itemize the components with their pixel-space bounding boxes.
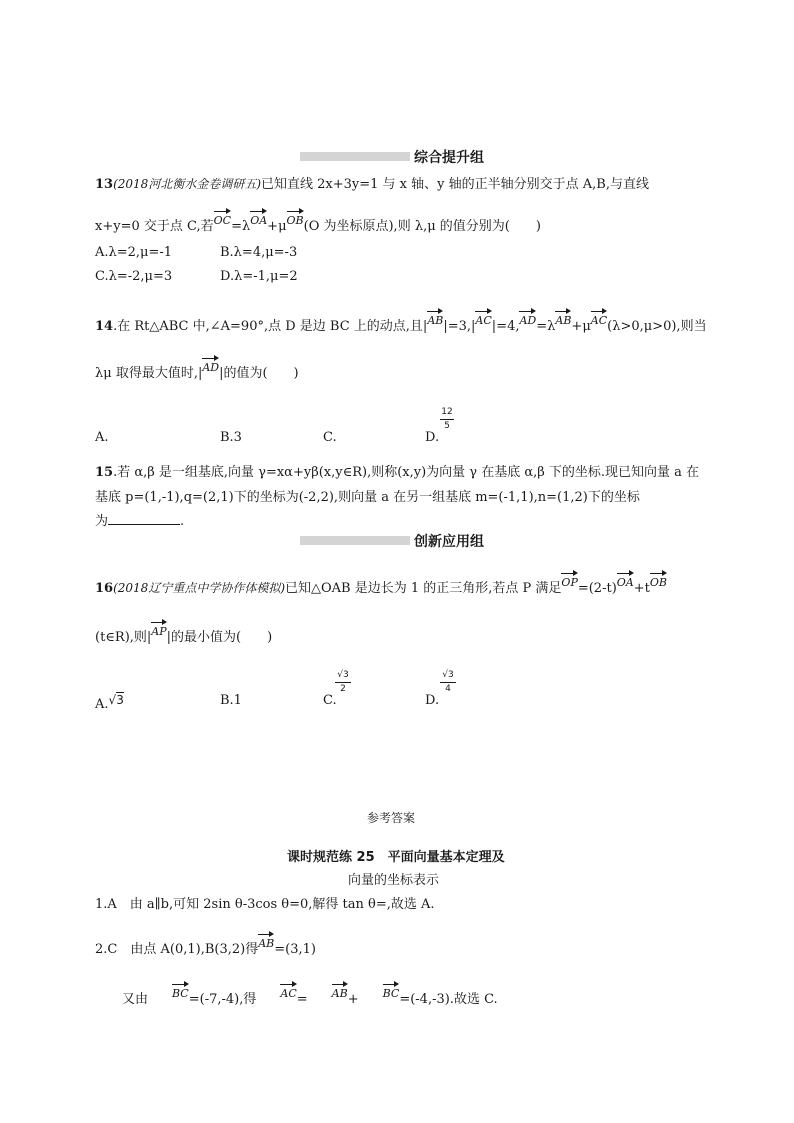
vector-bc: BC [172,983,189,999]
fraction-denominator: 5 [444,420,450,431]
vector-oa: OA [250,210,267,226]
fraction-bar [440,682,456,683]
question-text: 已知△OAB 是边长为 1 的正三角形,若点 P 满足 [285,581,562,596]
question-text: .若 α,β 是一组基底,向量 γ=xα+yβ(x,y∈R),则称(x,y)为向量 γ 在基底 α,β 下的坐标.现已知向量 a 在 [113,465,700,480]
option-a: A. [95,430,109,445]
fraction-numerator: 12 [441,407,453,417]
question-15-line3 [95,510,184,529]
vector-ob: OB [650,572,667,588]
question-text: =λ [536,319,556,334]
question-number: 14 [95,319,114,334]
question-text: |的值为( ) [219,366,299,381]
fraction-sqrt3-4 [440,670,456,695]
option-b: B.3 [220,430,242,445]
radicand: 3 [343,670,349,680]
vector-bc: BC [383,983,400,999]
question-text: 已知直线 2x+3y=1 与 x 轴、y 轴的正半轴分别交于点 A,B,与直线 [261,177,649,192]
answer-blank[interactable] [108,512,180,525]
question-text: 为 [95,514,109,529]
section-title-comprehensive: 综合提升组 [414,150,484,166]
option-c: C.λ=-2,μ=3 [95,269,173,284]
answer-text: = [296,992,308,1007]
question-14-line2 [95,357,299,381]
question-text: +t [633,581,650,596]
answer-text: + [347,992,359,1007]
fraction-denominator: 4 [445,683,451,694]
question-source: (2018辽宁重点中学协作体模拟) [113,581,285,595]
option-c: C. [323,693,337,708]
fraction-bar [335,682,351,683]
section-bar [300,152,410,161]
vector-ob: OB [287,210,304,226]
option-d: D.λ=-1,μ=2 [220,269,298,284]
question-text: (O 为坐标原点),则 λ,μ 的值分别为( ) [303,219,541,234]
question-text: +μ [267,219,287,234]
question-text: |=3,| [443,319,476,334]
option-label: A. [95,697,109,712]
question-text: +μ [571,319,591,334]
option-b: B.λ=4,μ=-3 [220,245,298,260]
answer-text: =(-7,-4),得 [188,992,257,1007]
question-16-line1 [95,572,667,596]
question-text: |的最小值为( ) [166,630,273,645]
section-bar [300,536,410,545]
question-text: |=4, [491,319,520,334]
vector-ac: AC [280,983,296,999]
answers-heading: 参考答案 [367,811,416,825]
answer-1: 1.A 由 a∥b,可知 2sin θ-3cos θ=0,解得 tan θ=,故选 A. [95,897,435,912]
radicand: 3 [448,670,454,680]
question-text: (t∈R),则| [95,630,152,645]
fraction-12-5 [440,407,454,432]
answer-text: 2.C 由点 A(0,1),B(3,2)得 [95,942,259,957]
vector-ad: AD [519,310,536,326]
question-text: . [180,514,185,529]
vector-oc: OC [214,210,231,226]
question-text: =(2-t) [577,581,617,596]
question-15-line1 [95,461,699,480]
answers-title-line1: 课时规范练 25 平面向量基本定理及 [287,850,505,865]
section-title-innovative: 创新应用组 [414,534,484,550]
sqrt-3: √3 [108,693,124,707]
question-14-line1 [95,310,707,334]
answer-text: 又由 [122,992,149,1007]
fraction-bar [440,419,454,420]
vector-ab: AB [555,310,571,326]
answer-2-line2 [122,983,498,1007]
question-text: x+y=0 交于点 C,若 [95,219,214,234]
answer-2-line1 [95,933,316,957]
vector-ac: AC [591,310,607,326]
vector-ap: AP [151,621,166,637]
question-number: 15 [95,465,114,480]
option-b: B.1 [220,693,242,708]
option-c: C. [323,430,337,445]
fraction-denominator: 2 [340,683,346,694]
vector-oa: OA [617,572,634,588]
vector-ad: AD [202,357,219,373]
question-13-line2 [95,210,541,234]
vector-ab: AB [332,983,348,999]
question-text: (λ>0,μ>0),则当 [607,319,707,334]
option-a: A.λ=2,μ=-1 [95,245,173,260]
answers-title-line2: 向量的坐标表示 [348,873,440,888]
fraction-sqrt3-2 [335,670,351,695]
question-13-line1 [95,173,649,192]
question-text: .在 Rt△ABC 中,∠A=90°,点 D 是边 BC 上的动点,且| [113,319,428,334]
question-source: (2018河北衡水金卷调研五) [113,177,261,191]
question-16-line2 [95,621,272,645]
vector-ab: AB [258,933,274,949]
vector-op: OP [561,572,577,588]
fraction-numerator: √3 [442,670,454,680]
option-a [95,693,124,712]
question-number: 13 [95,177,114,192]
question-number: 16 [95,581,114,596]
answer-text: =(-4,-3).故选 C. [399,992,498,1007]
question-text: =λ [231,219,251,234]
answer-text: =(3,1) [274,942,316,957]
question-15-line2: 基底 p=(1,-1),q=(2,1)下的坐标为(-2,2),则向量 a 在另一组基底 m=(-1,1),n=(1,2)下的坐标 [95,490,640,505]
vector-ac: AC [475,310,491,326]
option-d: D. [425,430,440,445]
radicand: 3 [116,693,124,707]
vector-ab: AB [427,310,443,326]
option-d: D. [425,693,440,708]
fraction-numerator: √3 [337,670,349,680]
question-text: λμ 取得最大值时,| [95,366,203,381]
